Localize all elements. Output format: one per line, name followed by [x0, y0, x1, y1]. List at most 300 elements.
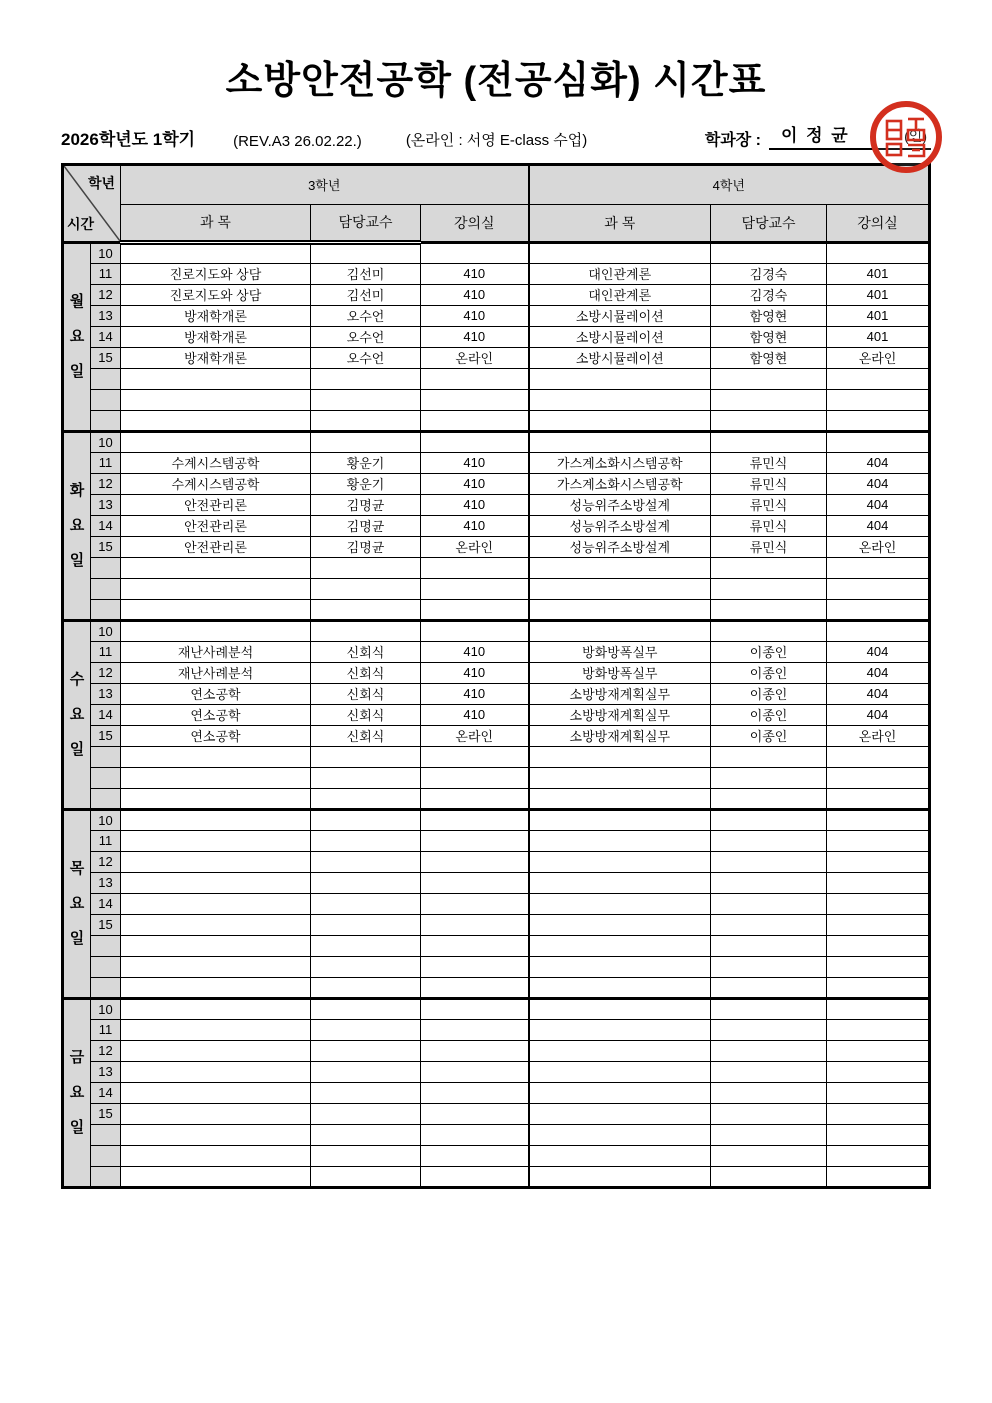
day-label: 수 요 일 [63, 620, 91, 809]
room-cell-g4 [827, 557, 930, 578]
professor-cell-g4 [711, 956, 827, 977]
professor-cell-g4 [711, 788, 827, 809]
subject-cell-g4: 가스계소화시스템공학 [529, 452, 711, 473]
professor-cell-g3 [311, 410, 421, 431]
table-row [63, 872, 930, 893]
subject-cell-g4 [529, 368, 711, 389]
room-cell-g4 [827, 767, 930, 788]
time-slot: 14 [91, 1082, 121, 1103]
room-cell-g4 [827, 1166, 930, 1187]
table-row [63, 725, 930, 746]
time-slot: 11 [91, 830, 121, 851]
table-row [63, 389, 930, 410]
professor-cell-g3 [311, 914, 421, 935]
room-cell-g3: 410 [421, 305, 529, 326]
table-row [63, 1040, 930, 1061]
subject-cell-g3 [121, 809, 311, 830]
room-cell-g4 [827, 893, 930, 914]
professor-cell-g3 [311, 809, 421, 830]
table-row [63, 1082, 930, 1103]
professor-cell-g4: 류민식 [711, 536, 827, 557]
professor-cell-g3 [311, 557, 421, 578]
time-slot: 13 [91, 683, 121, 704]
department-head-label: 학과장 : [704, 131, 761, 149]
time-slot: 14 [91, 515, 121, 536]
subject-cell-g4: 성능위주소방설계 [529, 494, 711, 515]
professor-cell-g4: 류민식 [711, 473, 827, 494]
professor-cell-g3 [311, 1166, 421, 1187]
meta-row [61, 122, 931, 150]
room-cell-g4 [827, 746, 930, 767]
subject-cell-g4 [529, 1061, 711, 1082]
professor-cell-g4: 류민식 [711, 515, 827, 536]
subject-cell-g4: 소방방재계획실무 [529, 683, 711, 704]
professor-cell-g3 [311, 977, 421, 998]
subject-cell-g4: 방화방폭실무 [529, 662, 711, 683]
professor-cell-g4 [711, 1061, 827, 1082]
time-slot: 12 [91, 284, 121, 305]
room-cell-g3 [421, 620, 529, 641]
professor-cell-g3: 김선미 [311, 284, 421, 305]
professor-cell-g4 [711, 746, 827, 767]
subject-cell-g4 [529, 1166, 711, 1187]
room-cell-g4: 404 [827, 641, 930, 662]
subject-cell-g4 [529, 620, 711, 641]
table-row [63, 599, 930, 620]
professor-cell-g4 [711, 1124, 827, 1145]
time-slot: 10 [91, 431, 121, 452]
room-cell-g3 [421, 1019, 529, 1040]
professor-cell-g4: 류민식 [711, 494, 827, 515]
professor-cell-g4 [711, 872, 827, 893]
room-cell-g4 [827, 1040, 930, 1061]
column-header-professor-g3: 담당교수 [311, 204, 421, 242]
table-row [63, 578, 930, 599]
time-slot [91, 1145, 121, 1166]
subject-cell-g4 [529, 851, 711, 872]
professor-cell-g3: 김선미 [311, 263, 421, 284]
room-cell-g4: 401 [827, 263, 930, 284]
subject-cell-g4 [529, 410, 711, 431]
time-slot [91, 599, 121, 620]
room-cell-g3 [421, 851, 529, 872]
room-cell-g4 [827, 368, 930, 389]
room-cell-g4: 온라인 [827, 536, 930, 557]
subject-cell-g3 [121, 431, 311, 452]
room-cell-g4 [827, 1103, 930, 1124]
professor-cell-g4 [711, 893, 827, 914]
table-row [63, 1061, 930, 1082]
corner-label-time: 시간 [67, 215, 95, 232]
table-header [63, 164, 930, 242]
time-slot: 14 [91, 326, 121, 347]
professor-cell-g3: 황운기 [311, 452, 421, 473]
room-cell-g4 [827, 851, 930, 872]
table-row [63, 788, 930, 809]
subject-cell-g3: 연소공학 [121, 683, 311, 704]
room-cell-g4 [827, 599, 930, 620]
professor-cell-g3: 오수언 [311, 326, 421, 347]
subject-cell-g3 [121, 893, 311, 914]
subject-cell-g3: 진로지도와 상담 [121, 284, 311, 305]
professor-cell-g3 [311, 767, 421, 788]
seal-placeholder-text: (인) [904, 127, 927, 144]
room-cell-g3 [421, 242, 529, 263]
professor-cell-g3 [311, 389, 421, 410]
professor-cell-g4 [711, 851, 827, 872]
subject-cell-g4 [529, 872, 711, 893]
professor-cell-g4 [711, 410, 827, 431]
professor-cell-g4: 김경숙 [711, 263, 827, 284]
subject-cell-g3: 재난사례분석 [121, 641, 311, 662]
room-cell-g3 [421, 389, 529, 410]
professor-cell-g4 [711, 1040, 827, 1061]
revision-label: (REV.A3 26.02.22.) [233, 132, 362, 150]
time-slot: 12 [91, 851, 121, 872]
column-header-subject-g4: 과 목 [529, 204, 711, 242]
time-slot: 15 [91, 914, 121, 935]
time-slot [91, 389, 121, 410]
time-slot [91, 767, 121, 788]
table-row [63, 326, 930, 347]
corner-cell [63, 164, 121, 242]
subject-cell-g3 [121, 746, 311, 767]
professor-cell-g4 [711, 830, 827, 851]
subject-cell-g3 [121, 1061, 311, 1082]
professor-cell-g3: 신회식 [311, 725, 421, 746]
professor-cell-g3: 신회식 [311, 704, 421, 725]
professor-cell-g3 [311, 599, 421, 620]
table-row [63, 809, 930, 830]
professor-cell-g4 [711, 1145, 827, 1166]
professor-cell-g3: 신회식 [311, 641, 421, 662]
subject-cell-g3 [121, 578, 311, 599]
subject-cell-g3 [121, 599, 311, 620]
column-header-professor-g4: 담당교수 [711, 204, 827, 242]
time-slot [91, 746, 121, 767]
subject-cell-g3 [121, 935, 311, 956]
subject-cell-g3 [121, 998, 311, 1019]
time-slot: 10 [91, 998, 121, 1019]
room-cell-g4 [827, 242, 930, 263]
professor-cell-g4 [711, 914, 827, 935]
room-cell-g3 [421, 746, 529, 767]
room-cell-g3 [421, 935, 529, 956]
subject-cell-g3: 진로지도와 상담 [121, 263, 311, 284]
room-cell-g4: 404 [827, 494, 930, 515]
table-row [63, 1166, 930, 1187]
room-cell-g4: 온라인 [827, 347, 930, 368]
subject-cell-g4 [529, 746, 711, 767]
subject-cell-g3: 방재학개론 [121, 326, 311, 347]
subject-cell-g4 [529, 1124, 711, 1145]
subject-cell-g4: 소방시뮬레이션 [529, 347, 711, 368]
day-block-3 [63, 809, 930, 998]
room-cell-g3: 410 [421, 326, 529, 347]
room-cell-g3 [421, 872, 529, 893]
room-cell-g3: 온라인 [421, 725, 529, 746]
time-slot [91, 935, 121, 956]
room-cell-g3: 410 [421, 494, 529, 515]
time-slot [91, 578, 121, 599]
room-cell-g3: 410 [421, 641, 529, 662]
time-slot [91, 977, 121, 998]
professor-cell-g3: 오수언 [311, 347, 421, 368]
professor-cell-g3 [311, 851, 421, 872]
subject-cell-g3 [121, 956, 311, 977]
subject-cell-g3 [121, 1019, 311, 1040]
subject-cell-g3 [121, 620, 311, 641]
professor-cell-g4 [711, 977, 827, 998]
table-row [63, 746, 930, 767]
day-block-2 [63, 620, 930, 809]
room-cell-g3 [421, 767, 529, 788]
day-label: 화 요 일 [63, 431, 91, 620]
table-row [63, 494, 930, 515]
subject-cell-g3 [121, 557, 311, 578]
day-block-0 [63, 242, 930, 431]
time-slot: 13 [91, 872, 121, 893]
table-row [63, 515, 930, 536]
room-cell-g3 [421, 893, 529, 914]
semester-label: 2026학년도 1학기 [61, 129, 196, 149]
room-cell-g3: 온라인 [421, 347, 529, 368]
table-row [63, 1124, 930, 1145]
room-cell-g3 [421, 1166, 529, 1187]
room-cell-g3: 410 [421, 704, 529, 725]
room-cell-g3: 410 [421, 452, 529, 473]
professor-cell-g3 [311, 830, 421, 851]
time-slot: 10 [91, 242, 121, 263]
room-cell-g3 [421, 1145, 529, 1166]
time-slot: 13 [91, 305, 121, 326]
table-row [63, 368, 930, 389]
time-slot [91, 1124, 121, 1145]
room-cell-g4: 온라인 [827, 725, 930, 746]
table-row [63, 431, 930, 452]
professor-cell-g3 [311, 956, 421, 977]
professor-cell-g4: 류민식 [711, 452, 827, 473]
room-cell-g4 [827, 431, 930, 452]
professor-cell-g3 [311, 872, 421, 893]
table-row [63, 893, 930, 914]
subject-cell-g4 [529, 956, 711, 977]
room-cell-g3 [421, 809, 529, 830]
subject-cell-g3 [121, 872, 311, 893]
professor-cell-g4 [711, 998, 827, 1019]
room-cell-g3: 410 [421, 473, 529, 494]
professor-cell-g3: 김명균 [311, 536, 421, 557]
professor-cell-g3 [311, 1061, 421, 1082]
room-cell-g3: 410 [421, 263, 529, 284]
time-slot [91, 956, 121, 977]
professor-cell-g3: 신회식 [311, 662, 421, 683]
room-cell-g3 [421, 1124, 529, 1145]
professor-cell-g4 [711, 242, 827, 263]
room-cell-g4 [827, 1124, 930, 1145]
professor-cell-g4 [711, 389, 827, 410]
subject-cell-g4 [529, 1019, 711, 1040]
professor-cell-g4 [711, 767, 827, 788]
subject-cell-g4 [529, 1040, 711, 1061]
day-label: 목 요 일 [63, 809, 91, 998]
table-row [63, 452, 930, 473]
column-header-room-g3: 강의실 [421, 204, 529, 242]
professor-cell-g3 [311, 1019, 421, 1040]
subject-cell-g3: 방재학개론 [121, 305, 311, 326]
table-row [63, 830, 930, 851]
room-cell-g3: 410 [421, 515, 529, 536]
room-cell-g4: 404 [827, 452, 930, 473]
professor-cell-g4 [711, 431, 827, 452]
professor-cell-g4: 이종인 [711, 683, 827, 704]
time-slot: 11 [91, 641, 121, 662]
professor-cell-g3 [311, 1103, 421, 1124]
time-slot [91, 410, 121, 431]
subject-cell-g4 [529, 809, 711, 830]
table-row [63, 704, 930, 725]
table-row [63, 410, 930, 431]
subject-cell-g4: 가스계소화시스템공학 [529, 473, 711, 494]
room-cell-g4 [827, 914, 930, 935]
subject-cell-g3 [121, 242, 311, 263]
time-slot [91, 1166, 121, 1187]
timetable-grid [61, 163, 931, 1189]
professor-cell-g3 [311, 746, 421, 767]
professor-cell-g3 [311, 242, 421, 263]
day-block-1 [63, 431, 930, 620]
room-cell-g3: 410 [421, 683, 529, 704]
subject-cell-g3 [121, 977, 311, 998]
time-slot: 13 [91, 494, 121, 515]
room-cell-g3: 410 [421, 662, 529, 683]
table-row [63, 620, 930, 641]
subject-cell-g3: 방재학개론 [121, 347, 311, 368]
subject-cell-g3 [121, 1082, 311, 1103]
room-cell-g3 [421, 914, 529, 935]
professor-cell-g3: 황운기 [311, 473, 421, 494]
table-row [63, 956, 930, 977]
subject-cell-g3 [121, 410, 311, 431]
subject-cell-g3 [121, 1103, 311, 1124]
professor-cell-g4: 이종인 [711, 704, 827, 725]
subject-cell-g4 [529, 1103, 711, 1124]
professor-cell-g4 [711, 1082, 827, 1103]
table-row [63, 1019, 930, 1040]
professor-cell-g3 [311, 1040, 421, 1061]
table-row [63, 473, 930, 494]
professor-cell-g3 [311, 431, 421, 452]
professor-cell-g4 [711, 809, 827, 830]
room-cell-g4: 404 [827, 473, 930, 494]
subject-cell-g4 [529, 935, 711, 956]
professor-cell-g3: 신회식 [311, 683, 421, 704]
room-cell-g3 [421, 1103, 529, 1124]
professor-cell-g3 [311, 620, 421, 641]
room-cell-g3 [421, 956, 529, 977]
professor-cell-g4 [711, 368, 827, 389]
room-cell-g3 [421, 368, 529, 389]
professor-cell-g4: 이종인 [711, 725, 827, 746]
table-row [63, 1103, 930, 1124]
professor-cell-g4 [711, 1019, 827, 1040]
room-cell-g3 [421, 998, 529, 1019]
table-row [63, 536, 930, 557]
room-cell-g3 [421, 830, 529, 851]
grade-header-4: 4학년 [529, 164, 930, 204]
professor-cell-g3 [311, 893, 421, 914]
subject-cell-g3: 수계시스템공학 [121, 452, 311, 473]
subject-cell-g4 [529, 893, 711, 914]
subject-cell-g3: 안전관리론 [121, 494, 311, 515]
professor-cell-g3: 김명균 [311, 515, 421, 536]
table-row [63, 557, 930, 578]
table-row [63, 347, 930, 368]
column-header-room-g4: 강의실 [827, 204, 930, 242]
room-cell-g3: 온라인 [421, 536, 529, 557]
room-cell-g4: 401 [827, 305, 930, 326]
subject-cell-g4 [529, 998, 711, 1019]
room-cell-g4 [827, 1082, 930, 1103]
room-cell-g3 [421, 410, 529, 431]
room-cell-g3: 410 [421, 284, 529, 305]
room-cell-g4 [827, 935, 930, 956]
professor-cell-g3 [311, 1145, 421, 1166]
subject-cell-g4 [529, 242, 711, 263]
department-seal-stamp [866, 97, 946, 177]
table-row [63, 662, 930, 683]
room-cell-g3 [421, 578, 529, 599]
professor-cell-g3: 오수언 [311, 305, 421, 326]
professor-cell-g4: 함영현 [711, 347, 827, 368]
subject-cell-g3 [121, 914, 311, 935]
room-cell-g4 [827, 872, 930, 893]
table-row [63, 935, 930, 956]
time-slot: 11 [91, 452, 121, 473]
subject-cell-g4 [529, 1082, 711, 1103]
subject-cell-g4: 성능위주소방설계 [529, 515, 711, 536]
time-slot: 14 [91, 704, 121, 725]
grade-header-3: 3학년 [121, 164, 529, 204]
subject-cell-g4 [529, 578, 711, 599]
subject-cell-g3: 수계시스템공학 [121, 473, 311, 494]
subject-cell-g3: 안전관리론 [121, 536, 311, 557]
table-row [63, 242, 930, 263]
subject-cell-g4: 소방방재계획실무 [529, 725, 711, 746]
room-cell-g4 [827, 788, 930, 809]
room-cell-g3 [421, 599, 529, 620]
subject-cell-g4 [529, 788, 711, 809]
table-row [63, 305, 930, 326]
professor-cell-g4 [711, 599, 827, 620]
subject-cell-g4 [529, 767, 711, 788]
table-row [63, 641, 930, 662]
room-cell-g4 [827, 389, 930, 410]
subject-cell-g4: 방화방폭실무 [529, 641, 711, 662]
table-row [63, 851, 930, 872]
subject-cell-g3: 재난사례분석 [121, 662, 311, 683]
professor-cell-g4 [711, 578, 827, 599]
time-slot: 10 [91, 809, 121, 830]
subject-cell-g4: 소방시뮬레이션 [529, 326, 711, 347]
room-cell-g4 [827, 956, 930, 977]
department-head-name: 이 정 균 [781, 125, 850, 145]
professor-cell-g3: 김명균 [311, 494, 421, 515]
room-cell-g4 [827, 1019, 930, 1040]
table-row [63, 767, 930, 788]
professor-cell-g4: 김경숙 [711, 284, 827, 305]
subject-cell-g3 [121, 1145, 311, 1166]
